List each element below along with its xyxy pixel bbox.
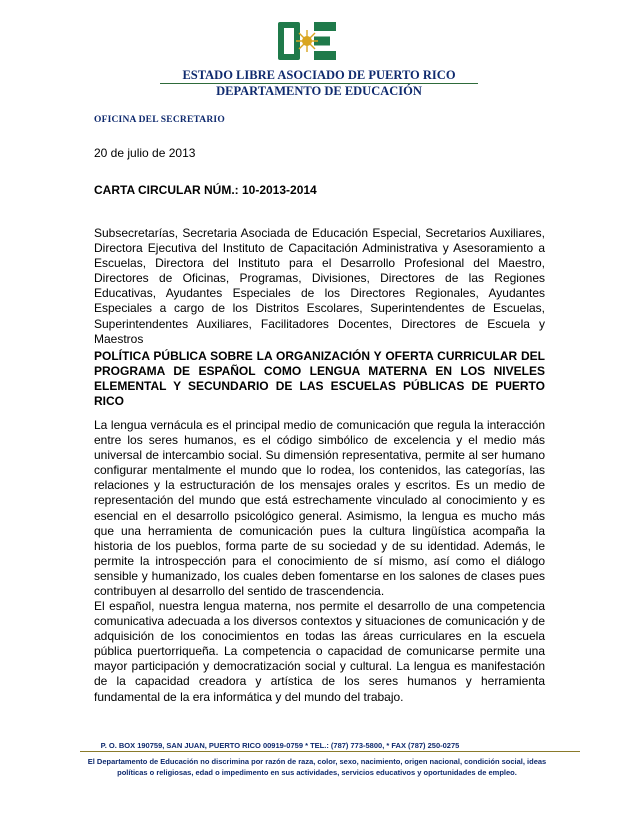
policy-title: POLÍTICA PÚBLICA SOBRE LA ORGANIZACIÓN Y OFERTA CURRICULAR DEL PROGRAMA DE ESPAÑOL COMO LENGUA MATERNA EN LOS NIVELES ELEMENTAL Y SECUNDARIO DE LAS ESCUELAS PÚBLICAS DE PUERTO RICO (94, 349, 545, 409)
footer-divider (80, 751, 580, 752)
header-department-name: DEPARTAMENTO DE EDUCACIÓN (216, 84, 422, 98)
office-name: OFICINA DEL SECRETARIO (94, 115, 225, 125)
letter-date: 20 de julio de 2013 (94, 146, 196, 160)
addressees: Subsecretarías, Secretaria Asociada de Educación Especial, Secretarios Auxiliares, Directora Ejecutiva del Instituto de Capacitación Administrativa y Asesoramiento a Escuelas, Directora del Instituto para el Desarrollo Profesional del Maestro, Directores de Oficinas, Programas, Divisiones, Directores de las Regiones Educativas, Ayudantes Especiales de los Directores Regionales, Ayudantes Especiales a cargo de los Distritos Escolares, Superintendentes de Escuelas, Superintendentes Auxiliares, Facilitadores Docentes, Directores de Escuela y Maestros (94, 226, 545, 346)
body-paragraph-2: El español, nuestra lengua materna, nos permite el desarrollo de una competencia comunicativa adecuada a los diversos contextos y situaciones de comunicación y de adquisición de los conocimientos en todas las áreas curriculares en la escuela pública puertorriqueña. La competencia o capacidad de comunicarse permite una mayor participación y democratización social y cultural. La lengua es manifestación de la capacidad creadora y artística de los seres humanos y herramienta fundamental de la era informática y del mundo del trabajo. (94, 599, 545, 704)
footer-address: P. O. BOX 190759, SAN JUAN, PUERTO RICO 00919-0759 * TEL.: (787) 773-5800, * FAX (787) 250-0275 (100, 741, 460, 750)
body-paragraph-1: La lengua vernácula es el principal medio de comunicación que regula la interacción entre los seres humanos, es el código simbólico de excelencia y el medio más universal de intercambio social. Su dimensión representativa, permite al ser humano configurar mentalmente el mundo que lo rodea, los contenidos, las categorías, las relaciones y la estructuración de los mensajes orales y escritos. Es un medio de representación del mundo que está estrechamente vinculado al conocimiento y es esencial en el desarrollo psicológico general. Asimismo, la lengua es mucho más que una herramienta de comunicación pues la cultura lingüística acompaña la historia de los pueblos, forma parte de su sociedad y de su identidad. Además, le permite la introspección para el conocimiento de sí mismo, así como el diálogo sensible y humanizado, los cuales deben fomentarse en los salones de clases pues contribuyen al desarrollo del sentido de trascendencia. (94, 418, 545, 599)
department-logo (274, 16, 340, 66)
circular-number: CARTA CIRCULAR NÚM.: 10-2013-2014 (94, 183, 317, 197)
footer-nondiscrimination-notice: El Departamento de Educación no discrimina por razón de raza, color, sexo, nacimiento, origen nacional, condición social, ideas políticas o religiosas, edad o impedimento en sus actividades, servicios educativos y oportunidades de empleo. (87, 757, 547, 777)
header-government-name: ESTADO LIBRE ASOCIADO DE PUERTO RICO (160, 68, 478, 84)
